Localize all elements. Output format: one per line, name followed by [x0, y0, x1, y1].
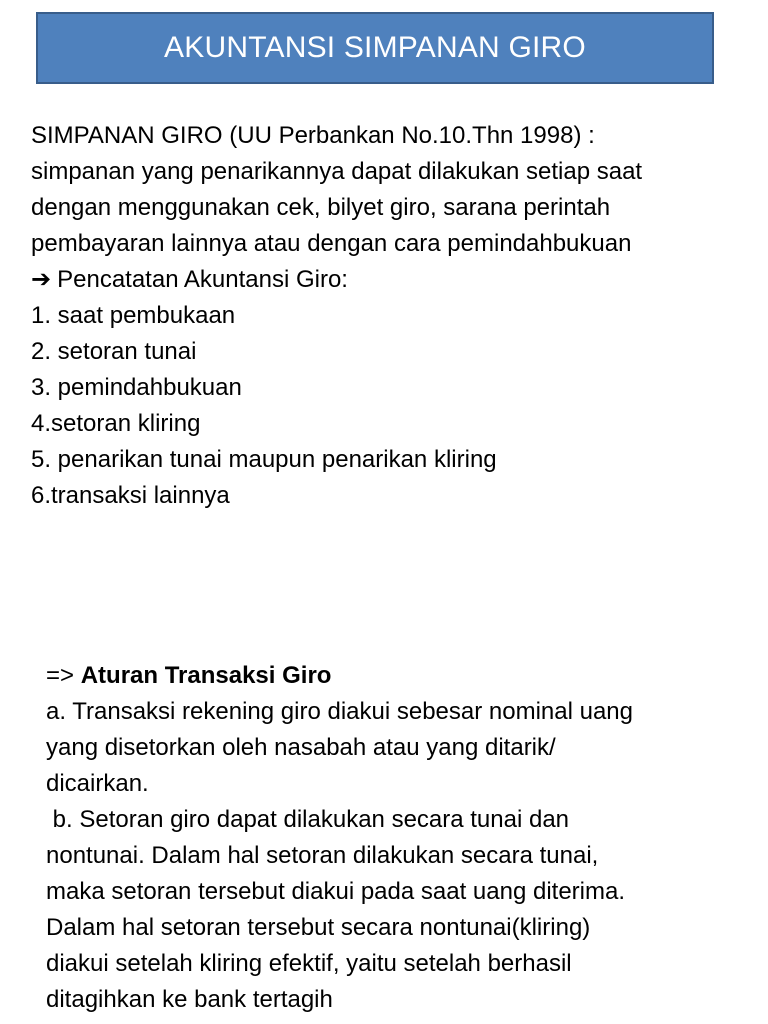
list-item: 3. pemindahbukuan: [31, 374, 242, 401]
list-item: 4.setoran kliring: [31, 410, 201, 437]
rules-heading: Aturan Transaksi Giro: [80, 662, 332, 689]
rules-line: ditagihkan ke bank tertagih: [46, 986, 333, 1013]
rules-heading-line: [46, 658, 746, 694]
rules-line: yang disetorkan oleh nasabah atau yang ditarik/: [46, 734, 556, 761]
rules-line: diakui setelah kliring efektif, yaitu setelah berhasil: [46, 950, 572, 977]
recording-heading-line: [31, 262, 751, 298]
page-title: AKUNTANSI SIMPANAN GIRO: [164, 31, 586, 64]
recording-heading: Pencatatan Akuntansi Giro:: [57, 266, 348, 293]
list-item: 1. saat pembukaan: [31, 302, 236, 329]
rules-line: a. Transaksi rekening giro diakui sebesar nominal uang: [46, 698, 634, 725]
definition-section: [31, 118, 751, 514]
list-item: 6.transaksi lainnya: [31, 482, 230, 509]
title-banner: [36, 12, 714, 84]
list-item: 5. penarikan tunai maupun penarikan kliring: [31, 446, 497, 473]
definition-line: dengan menggunakan cek, bilyet giro, sarana perintah: [31, 194, 611, 221]
definition-line: pembayaran lainnya atau dengan cara pemindahbukuan: [31, 230, 632, 257]
rules-line: b. Setoran giro dapat dilakukan secara tunai dan: [46, 806, 570, 833]
arrow-right-icon: ➔: [31, 266, 52, 293]
rules-line: Dalam hal setoran tersebut secara nontunai(kliring): [46, 914, 591, 941]
definition-line: simpanan yang penarikannya dapat dilakukan setiap saat: [31, 158, 643, 185]
rules-prefix: =>: [46, 662, 81, 689]
rules-line: nontunai. Dalam hal setoran dilakukan secara tunai,: [46, 842, 599, 869]
rules-line: dicairkan.: [46, 770, 149, 797]
rules-line: maka setoran tersebut diakui pada saat uang diterima.: [46, 878, 626, 905]
definition-line: SIMPANAN GIRO (UU Perbankan No.10.Thn 1998) :: [31, 122, 595, 149]
list-item: 2. setoran tunai: [31, 338, 197, 365]
rules-section: [46, 658, 746, 1018]
